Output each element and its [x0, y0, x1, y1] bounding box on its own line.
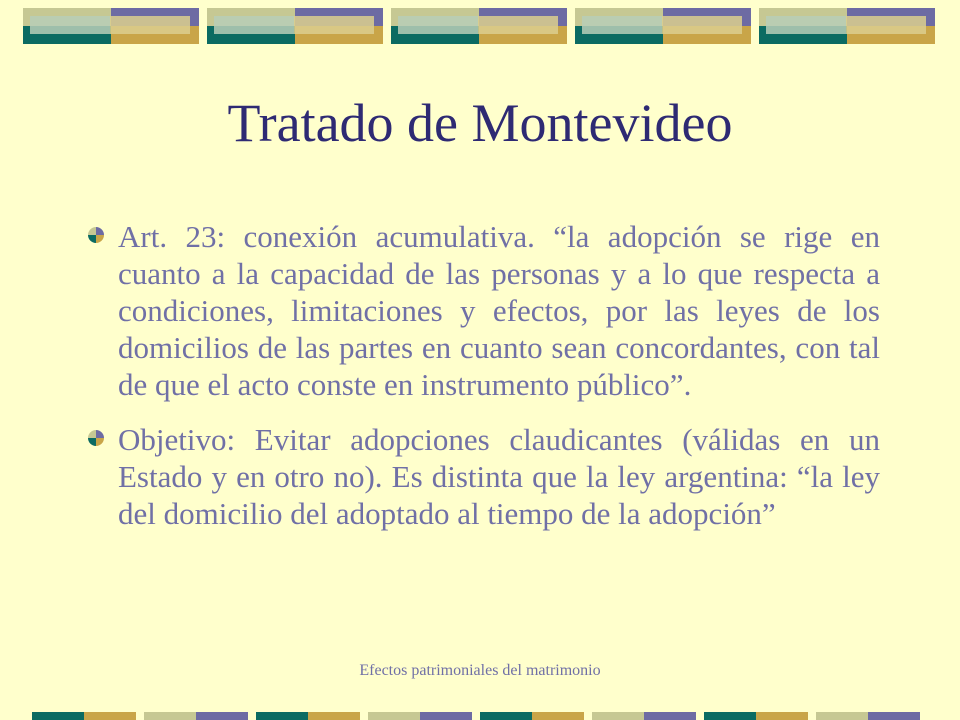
slide-footer: Efectos patrimoniales del matrimonio: [359, 662, 601, 679]
bullet-text: Art. 23: conexión acumulativa. “la adopción se rige en cuanto a la capacidad de las personas y a lo que respecta a condiciones, limitaciones y efectos, por las leyes de los domicilios de las partes en cuanto sean concordantes, con tal de que el acto conste en instrumento público”.: [118, 219, 880, 402]
decor-tile: [759, 8, 935, 44]
quartered-circle-bullet-icon: [88, 430, 104, 446]
slide-title: Tratado de Montevideo: [227, 93, 733, 153]
decor-tile: [575, 8, 751, 44]
decor-tile: [391, 8, 567, 44]
bullet-item: [88, 421, 880, 532]
decor-tile: [207, 8, 383, 44]
top-decorative-band: [23, 8, 943, 44]
bullet-text: Objetivo: Evitar adopciones claudicantes (válidas en un Estado y en otro no). Es distinta que la ley argentina: “la ley del domicilio del adoptado al tiempo de la adopción”: [118, 422, 880, 531]
quartered-circle-bullet-icon: [88, 227, 104, 243]
bottom-decorative-band: [32, 712, 960, 720]
bullet-list: [88, 218, 880, 550]
decor-tile: [23, 8, 199, 44]
bullet-item: [88, 218, 880, 403]
